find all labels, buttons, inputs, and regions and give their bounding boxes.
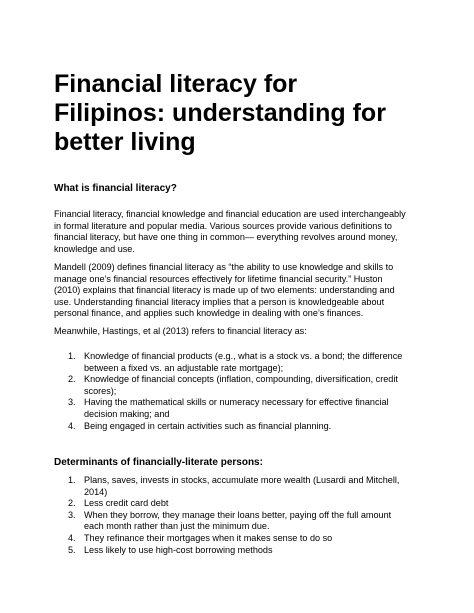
document-title — [54, 70, 434, 157]
paragraph-line: knowledge and use. — [54, 243, 135, 254]
list-item-line: scores); — [84, 385, 117, 396]
paragraph-line: use. Understanding financial literacy implies that a person is knowledgeable about — [54, 296, 385, 307]
list-number: 2. — [68, 498, 76, 509]
determinants-list — [54, 475, 424, 556]
list-item — [54, 533, 424, 545]
title-line: Financial literacy for — [54, 70, 298, 98]
list-item-line: When they borrow, they manage their loans better, paying off the full amount — [84, 509, 392, 520]
list-number: 3. — [68, 397, 76, 408]
list-item-line: each month rather than just the minimum due. — [84, 521, 270, 532]
list-item — [54, 475, 424, 498]
list-item-line: Less likely to use high-cost borrowing methods — [84, 544, 273, 555]
list-item — [54, 351, 424, 374]
paragraph-mandell-huston — [54, 262, 424, 320]
title-line: better living — [54, 128, 196, 156]
list-item — [54, 510, 424, 533]
list-item — [54, 397, 424, 420]
financial-literacy-list — [54, 351, 424, 432]
paragraph-definitions — [54, 209, 424, 255]
list-item — [54, 498, 424, 510]
list-number: 3. — [68, 509, 76, 520]
paragraph-line: financial literacy, but have one thing in common— everything revolves around money, — [54, 232, 398, 243]
list-item — [54, 374, 424, 397]
paragraph-line: Financial literacy, financial knowledge and financial education are used interchangeably — [54, 209, 406, 219]
paragraph-line: manage one’s financial resources effectively for lifetime financial security.” Huston — [54, 273, 383, 284]
list-number: 2. — [68, 374, 76, 385]
section-heading-what-is: What is financial literacy? — [54, 183, 177, 194]
title-line: Filipinos: understanding for — [54, 99, 386, 127]
list-item-line: 2014) — [84, 486, 108, 497]
list-number: 1. — [68, 351, 76, 361]
list-item-line: Less credit card debt — [84, 498, 169, 509]
list-number: 4. — [68, 532, 76, 543]
paragraph-line: personal finance, and applies such knowledge in dealing with one’s finances. — [54, 308, 364, 319]
list-item-line: decision making; and — [84, 408, 170, 419]
list-item-line: They refinance their mortgages when it makes sense to do so — [84, 532, 333, 543]
list-item-line: between a fixed vs. an adjustable rate mortgage); — [84, 362, 284, 373]
paragraph-line: Meanwhile, Hastings, et al (2013) refers to financial literacy as: — [54, 326, 307, 336]
paragraph-line: Mandell (2009) defines financial literacy as “the ability to use knowledge and skills to — [54, 262, 394, 272]
paragraph-line: (2010) explains that financial literacy is made up of two elements: understanding and — [54, 285, 395, 296]
paragraph-line: in formal literature and popular media. Various sources provide various definitions to — [54, 220, 392, 231]
list-number: 4. — [68, 420, 76, 431]
list-item — [54, 421, 424, 433]
list-number: 1. — [68, 475, 76, 485]
list-item-line: Being engaged in certain activities such as financial planning. — [84, 420, 332, 431]
list-item-line: Knowledge of financial products (e.g., what is a stock vs. a bond; the difference — [84, 351, 403, 361]
list-number: 5. — [68, 544, 76, 555]
list-item-line: Knowledge of financial concepts (inflation, compounding, diversification, credit — [84, 374, 398, 385]
paragraph-hastings — [54, 326, 424, 338]
list-item-line: Plans, saves, invests in stocks, accumulate more wealth (Lusardi and Mitchell, — [84, 475, 400, 485]
list-item — [54, 545, 424, 557]
section-heading-determinants: Determinants of financially-literate persons: — [54, 457, 263, 468]
list-item-line: Having the mathematical skills or numeracy necessary for effective financial — [84, 397, 389, 408]
